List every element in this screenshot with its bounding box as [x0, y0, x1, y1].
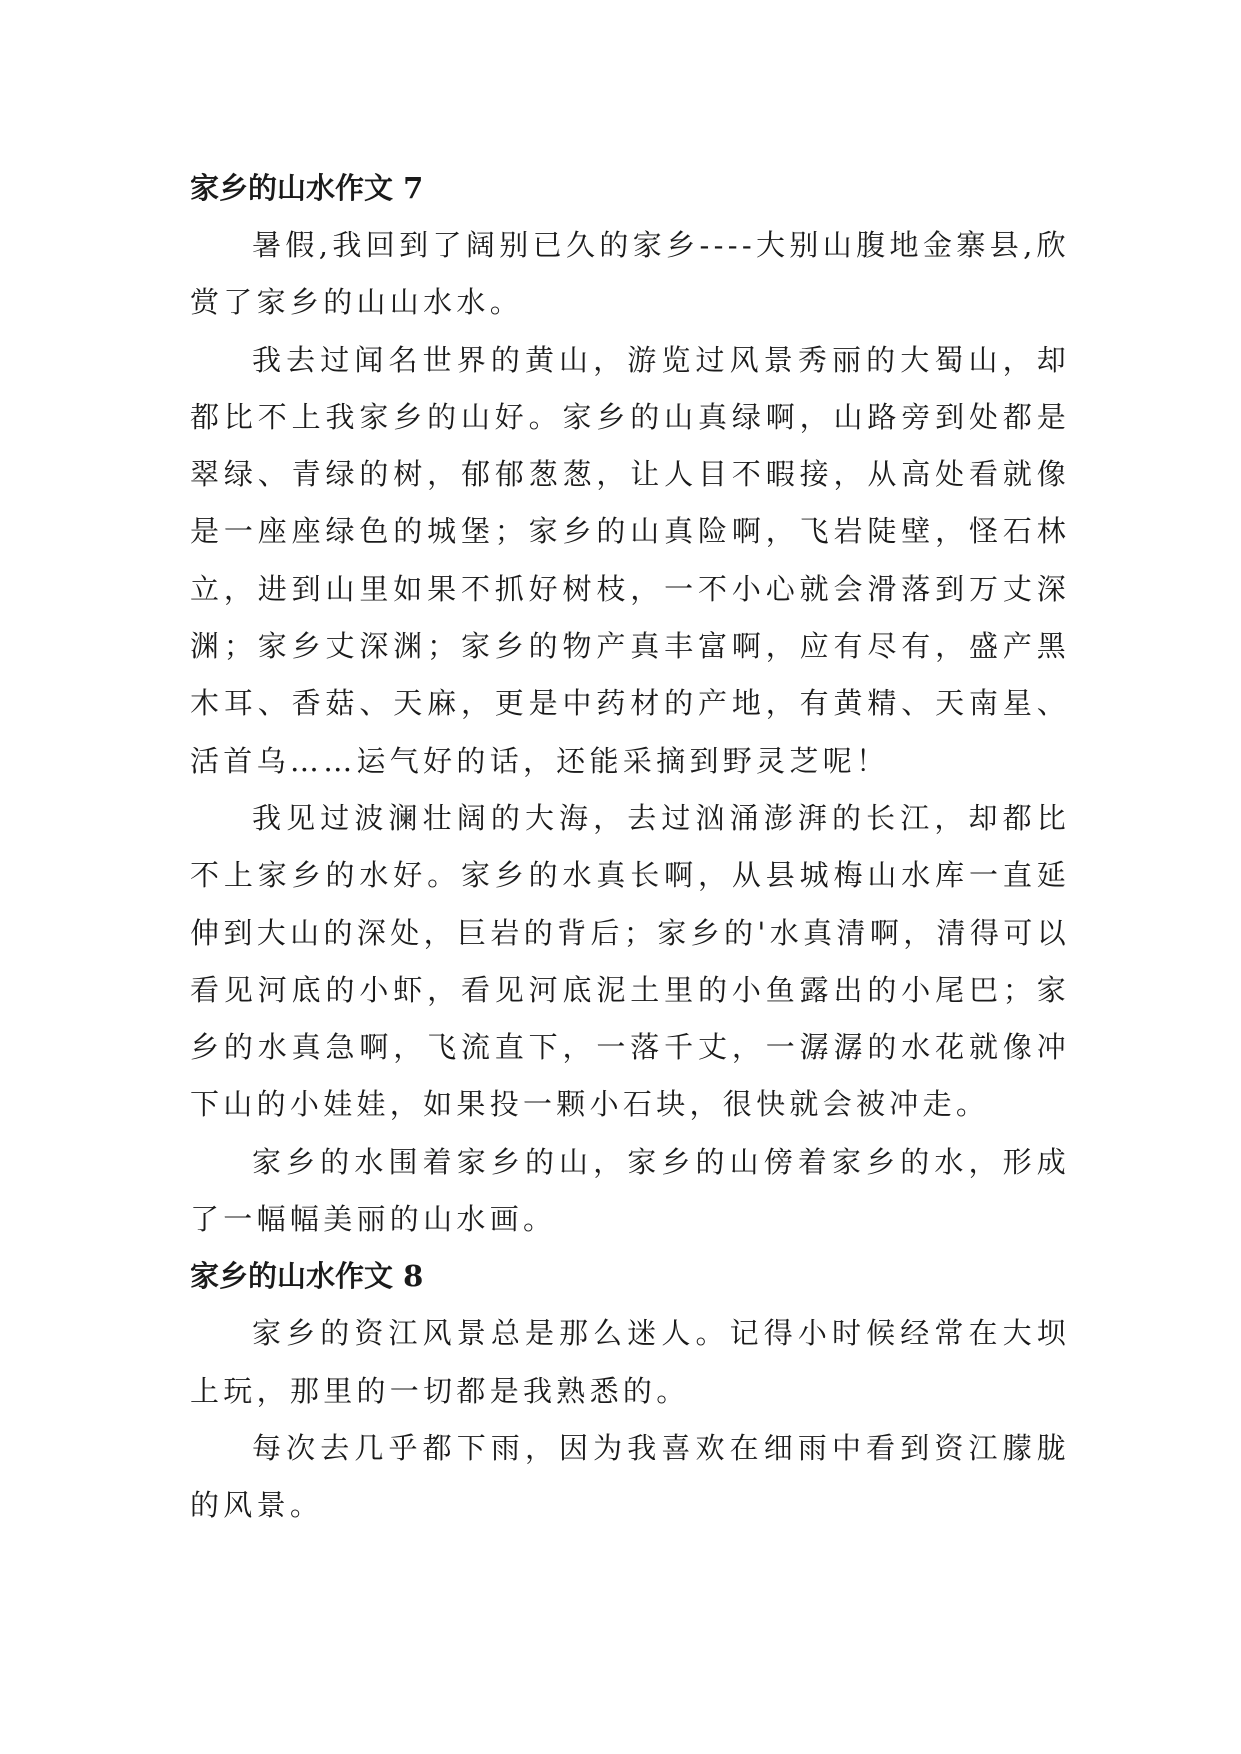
paragraph: 暑假,我回到了阔别已久的家乡----大别山腹地金寨县,欣赏了家乡的山山水水。: [190, 228, 1070, 320]
paragraph: 我去过闻名世界的黄山，游览过风景秀丽的大蜀山，却都比不上我家乡的山好。家乡的山真绿啊，山路旁到处都是翠绿、青绿的树，郁郁葱葱，让人目不暇接，从高处看就像是一座座绿色的城堡；家乡的山真险啊，飞岩陡壁，怪石林立，进到山里如果不抓好树枝，一不小心就会滑落到万丈深渊；家乡丈深渊；家乡的物产真丰富啊，应有尽有，盛产黑木耳、香菇、天麻，更是中药材的产地，有黄精、天南星、活首乌……运气好的话，还能采摘到野灵芝呢！: [190, 342, 1070, 778]
document-body: [190, 160, 1070, 1535]
paragraph: 家乡的资江风景总是那么迷人。记得小时候经常在大坝上玩，那里的一切都是我熟悉的。: [190, 1316, 1070, 1408]
paragraph: 家乡的水围着家乡的山，家乡的山傍着家乡的水，形成了一幅幅美丽的山水画。: [190, 1144, 1070, 1237]
section-heading-7: 家乡的山水作文 7: [190, 171, 424, 205]
paragraph: 我见过波澜壮阔的大海，去过汹涌澎湃的长江，却都比不上家乡的水好。家乡的水真长啊，从县城梅山水库一直延伸到大山的深处，巨岩的背后；家乡的'水真清啊，清得可以看见河底的小虾，看见河底泥土里的小鱼露出的小尾巴；家乡的水真急啊，飞流直下，一落千丈，一潺潺的水花就像冲下山的小娃娃，如果投一颗小石块，很快就会被冲走。: [190, 800, 1070, 1122]
paragraph: 每次去几乎都下雨，因为我喜欢在细雨中看到资江朦胧的风景。: [190, 1430, 1070, 1523]
section-heading-8: 家乡的山水作文 8: [190, 1259, 424, 1294]
